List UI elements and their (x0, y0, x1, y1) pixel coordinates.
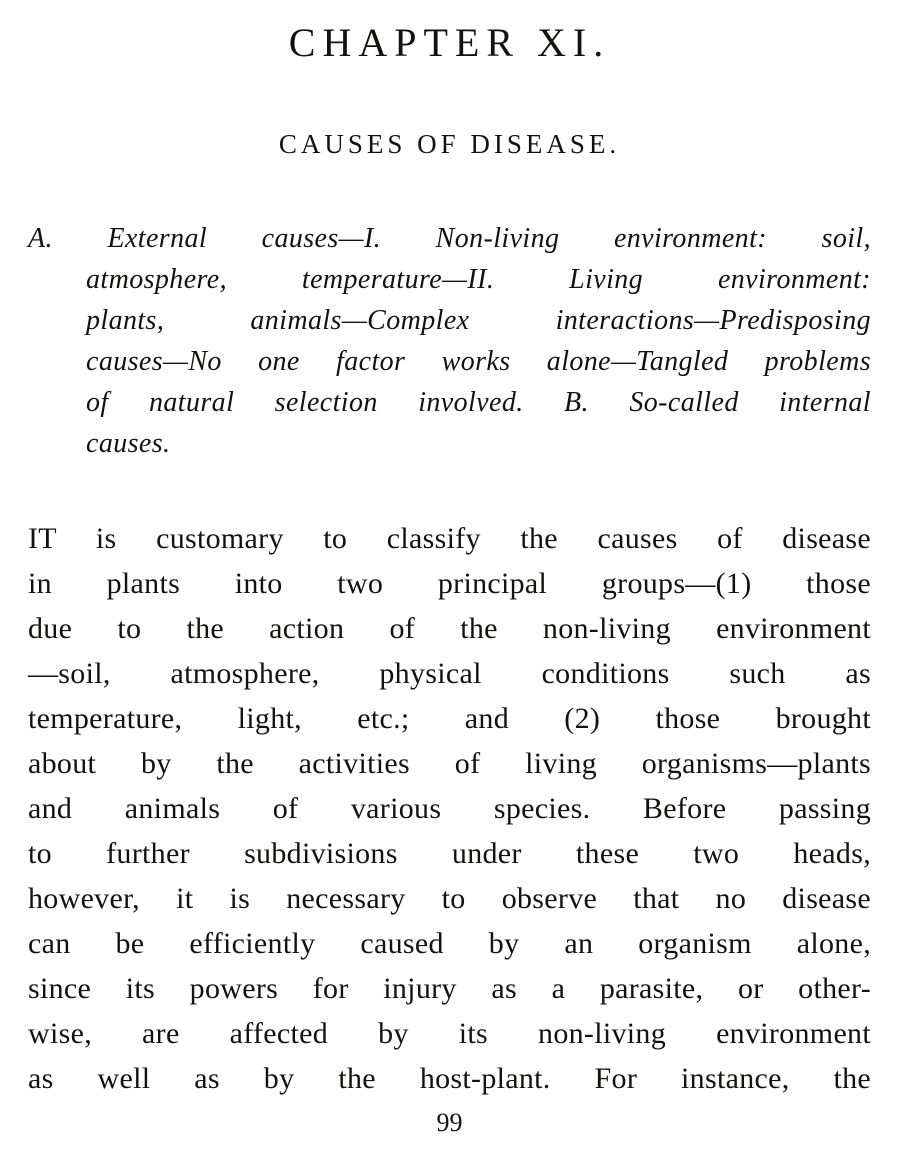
body-line: IT is customary to classify the causes of disease (28, 522, 871, 555)
summary-line: A. External causes—I. Non-living environment: soil, (28, 223, 871, 254)
summary-line: plants, animals—Complex interactions—Predisposing (86, 305, 871, 336)
summary-line: atmosphere, temperature—II. Living environment: (86, 264, 871, 295)
body-line: —soil, atmosphere, physical conditions such as (28, 657, 871, 690)
body-line: since its powers for injury as a parasite, or other- (28, 972, 871, 1005)
body-line: temperature, light, etc.; and (2) those brought (28, 702, 871, 735)
body-line: can be efficiently caused by an organism alone, (28, 927, 871, 960)
chapter-title: CHAPTER XI. (288, 20, 611, 65)
summary-line: of natural selection involved. B. So-called internal (86, 387, 871, 418)
body-line: due to the action of the non-living environment (28, 612, 871, 645)
summary-line: causes. (86, 428, 171, 459)
body-line: to further subdivisions under these two heads, (28, 837, 871, 870)
summary-line: causes—No one factor works alone—Tangled problems (86, 346, 871, 377)
body-line: about by the activities of living organisms—plants (28, 747, 871, 780)
body-line: in plants into two principal groups—(1) those (28, 567, 871, 600)
body-line: and animals of various species. Before passing (28, 792, 871, 825)
body-line: as well as by the host-plant. For instance, the (28, 1062, 871, 1095)
page-number: 99 (436, 1108, 463, 1137)
body-line: however, it is necessary to observe that no disease (28, 882, 871, 915)
body-line: wise, are affected by its non-living environment (28, 1017, 871, 1050)
body-paragraph (28, 516, 871, 1101)
chapter-summary (28, 218, 871, 464)
section-title: CAUSES OF DISEASE. (278, 129, 621, 159)
